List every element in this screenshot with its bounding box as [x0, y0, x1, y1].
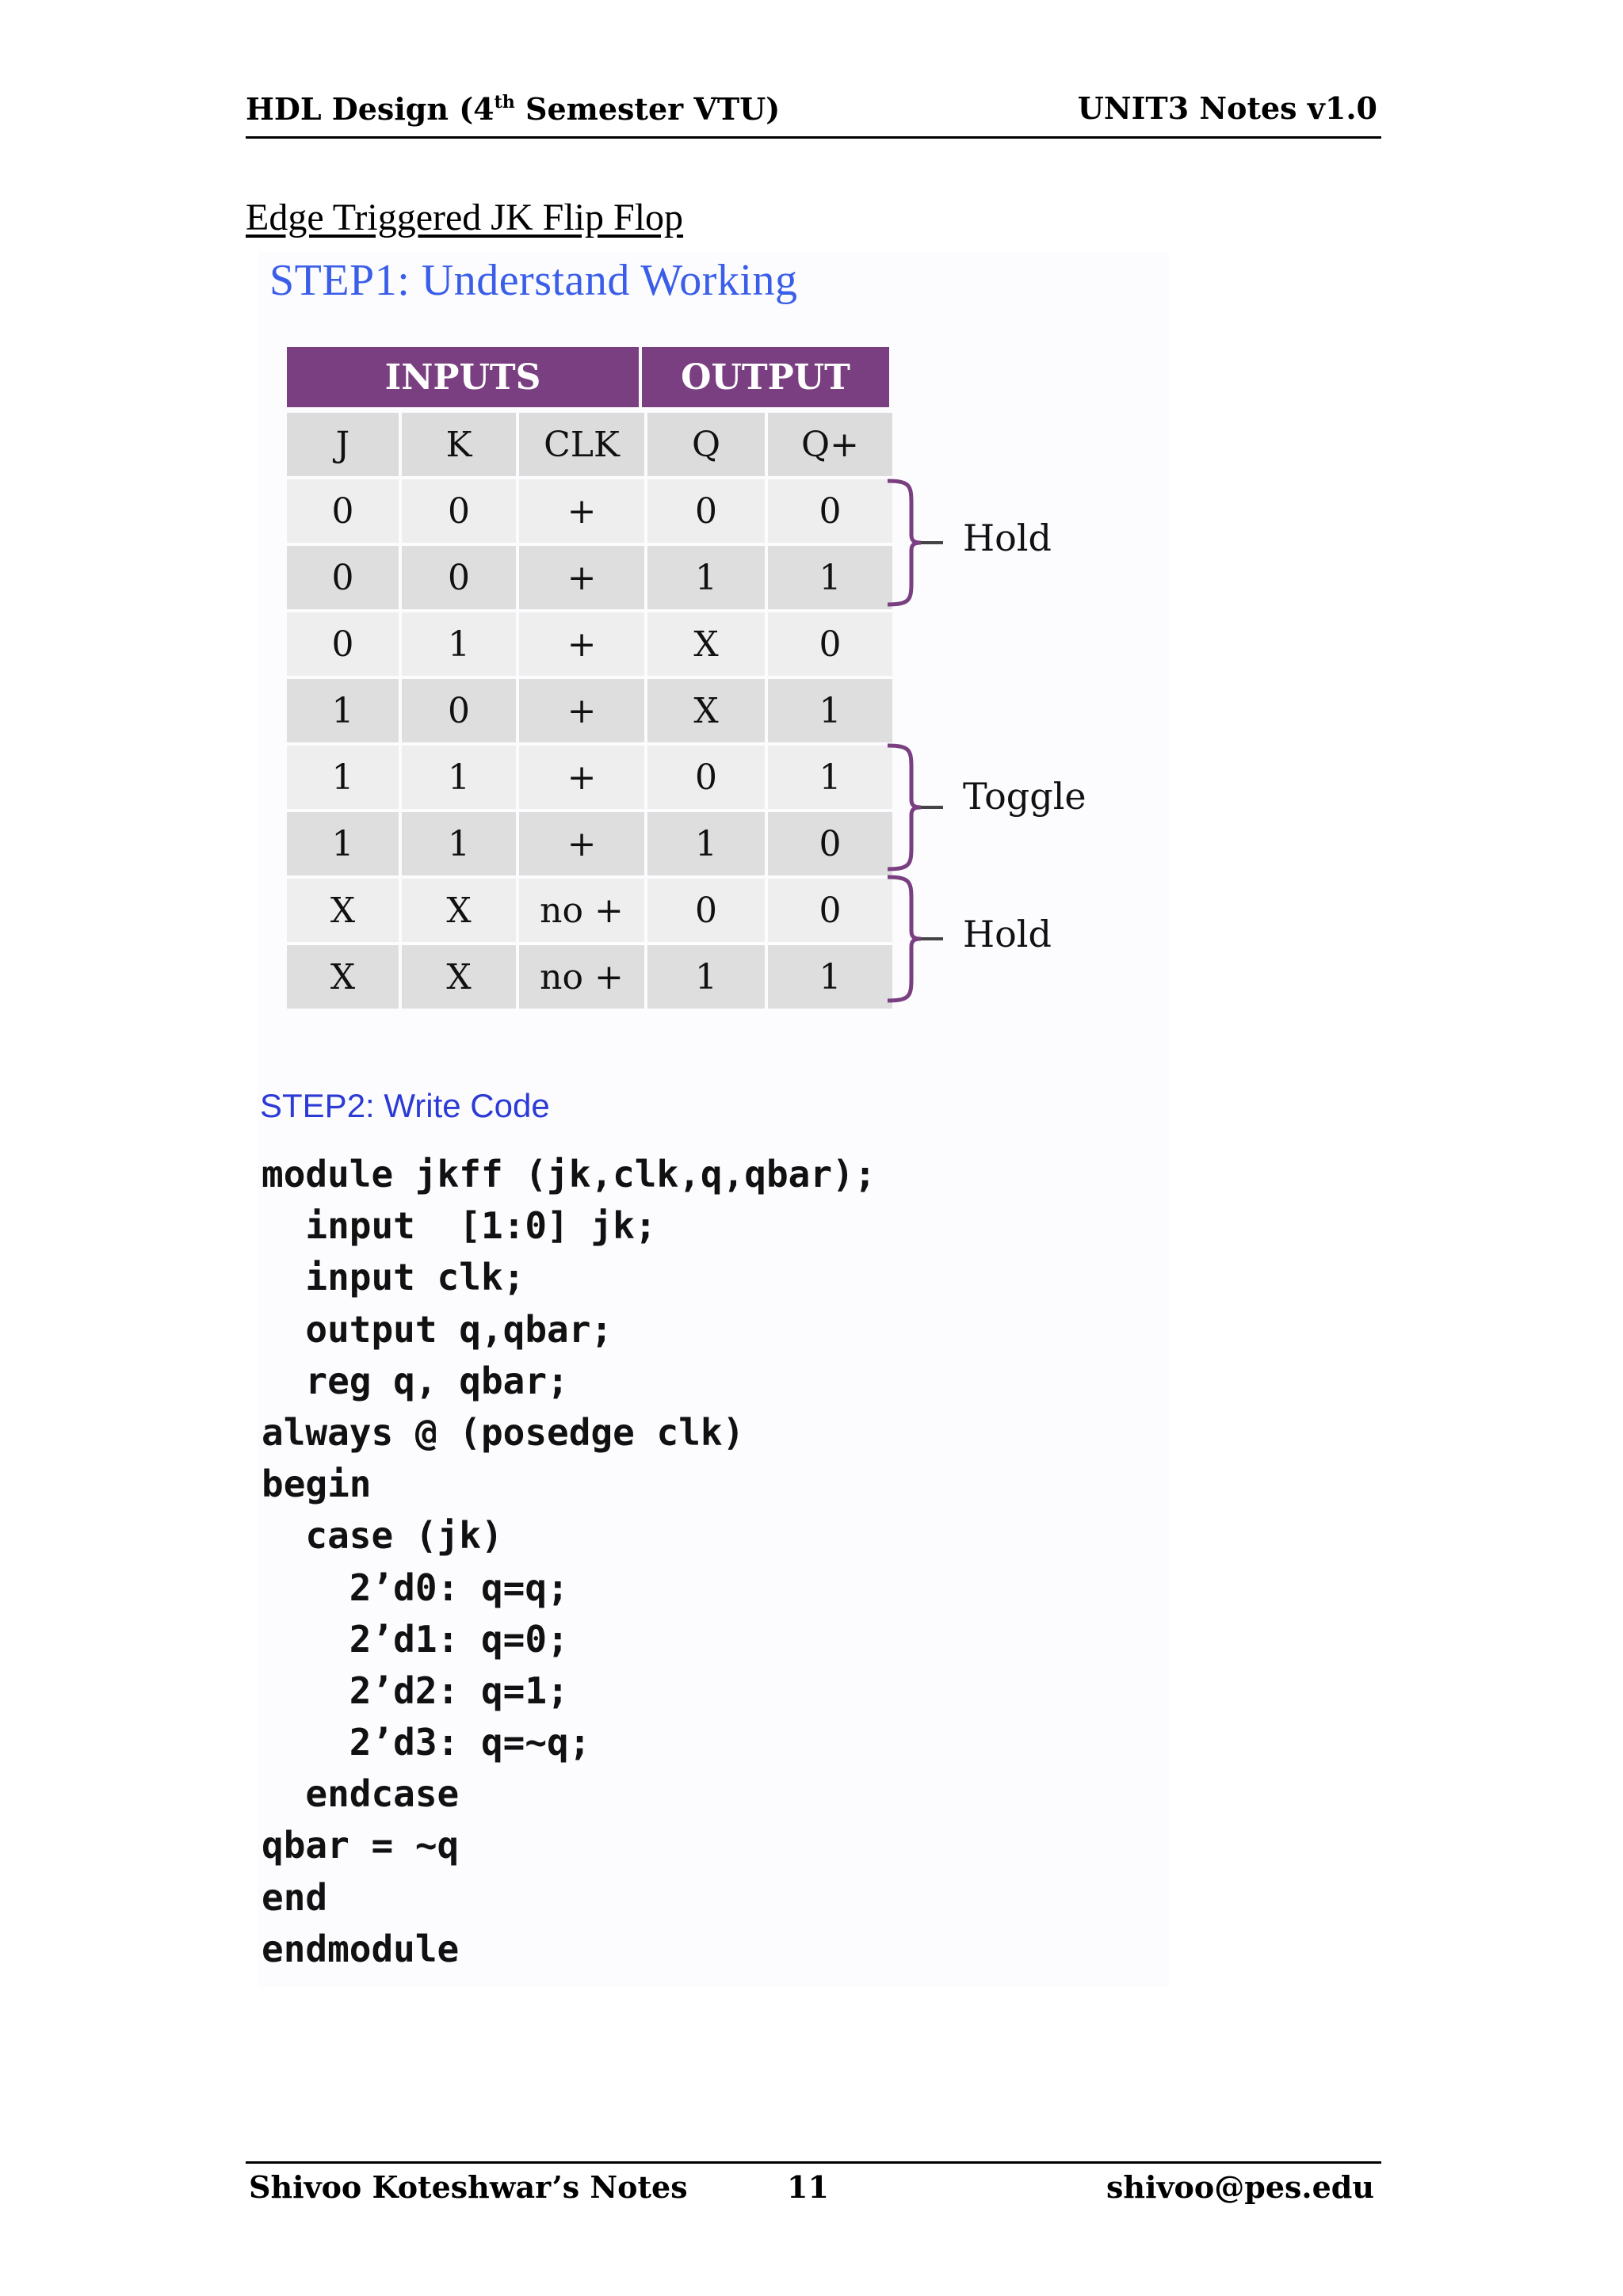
bracket-toggle [888, 744, 951, 871]
code-line: 2’d3: q=~q; [262, 1721, 591, 1764]
code-line: qbar = ~q [262, 1824, 460, 1867]
table-cell: 0 [647, 746, 765, 809]
table-cell: + [519, 679, 644, 742]
table-cell: no + [519, 945, 644, 1009]
page-title: Edge Triggered JK Flip Flop [246, 196, 684, 238]
table-cell: X [647, 679, 765, 742]
table-cell: 1 [402, 746, 516, 809]
table-cell: + [519, 546, 644, 609]
code-line: 2’d0: q=q; [262, 1566, 569, 1609]
table-column-header: Q+ [768, 413, 892, 476]
table-cell: 1 [647, 546, 765, 609]
step1-heading: STEP1: Understand Working [269, 256, 798, 305]
verilog-code-block [262, 1149, 876, 1975]
code-line: input clk; [262, 1256, 525, 1299]
table-cell: + [519, 479, 644, 543]
header-superscript: th [494, 92, 515, 113]
annotation-hold-2: Hold [963, 913, 1052, 955]
table-cell: 0 [647, 479, 765, 543]
footer-author: Shivoo Koteshwar’s Notes [249, 2169, 688, 2205]
code-line: case (jk) [262, 1514, 503, 1558]
table-cell: 0 [768, 612, 892, 676]
code-line: output q,qbar; [262, 1307, 613, 1351]
code-line: end [262, 1875, 328, 1919]
code-line: begin [262, 1463, 372, 1506]
annotation-hold-1: Hold [963, 517, 1052, 559]
header-course: HDL Design (4 [246, 91, 495, 127]
table-column-header: J [287, 413, 399, 476]
table-cell: X [402, 879, 516, 942]
header-left [246, 91, 781, 127]
code-line: endmodule [262, 1927, 460, 1970]
header-rule [246, 136, 1381, 139]
table-cell: 0 [287, 612, 399, 676]
table-cell: 0 [287, 479, 399, 543]
table-cell: no + [519, 879, 644, 942]
table-cell: + [519, 746, 644, 809]
table-cell: 0 [402, 679, 516, 742]
table-cell: X [287, 879, 399, 942]
bracket-hold-1 [888, 479, 951, 606]
code-line: always @ (posedge clk) [262, 1410, 745, 1454]
table-cell: 1 [402, 812, 516, 875]
table-cell: 1 [402, 612, 516, 676]
table-cell: 1 [287, 746, 399, 809]
table-cell: 1 [647, 945, 765, 1009]
code-line: 2’d2: q=1; [262, 1669, 569, 1712]
code-line: 2’d1: q=0; [262, 1617, 569, 1661]
table-cell: 0 [402, 479, 516, 543]
table-cell: 1 [768, 679, 892, 742]
header-semester: Semester VTU) [514, 91, 781, 127]
table-group-inputs: INPUTS [287, 347, 639, 407]
table-cell: 1 [768, 945, 892, 1009]
table-cell: 1 [768, 546, 892, 609]
table-cell: 1 [768, 746, 892, 809]
code-line: reg q, qbar; [262, 1359, 569, 1402]
bracket-hold-2 [888, 875, 951, 1002]
table-cell: X [647, 612, 765, 676]
table-cell: + [519, 812, 644, 875]
table-cell: 1 [287, 812, 399, 875]
code-line: module jkff (jk,clk,q,qbar); [262, 1153, 876, 1196]
table-grid [287, 413, 892, 1009]
header-right: UNIT3 Notes v1.0 [1077, 90, 1377, 126]
table-column-header: Q [647, 413, 765, 476]
table-column-header: K [402, 413, 516, 476]
table-cell: 0 [768, 879, 892, 942]
page-number: 11 [787, 2169, 829, 2205]
table-cell: 1 [647, 812, 765, 875]
table-cell: X [402, 945, 516, 1009]
code-line: endcase [262, 1772, 460, 1816]
table-cell: + [519, 612, 644, 676]
table-group-output: OUTPUT [642, 347, 889, 407]
table-cell: 1 [287, 679, 399, 742]
table-cell: 0 [768, 812, 892, 875]
annotation-toggle: Toggle [963, 775, 1086, 818]
footer-rule [246, 2161, 1381, 2164]
table-cell: X [287, 945, 399, 1009]
table-cell: 0 [768, 479, 892, 543]
table-cell: 0 [287, 546, 399, 609]
footer-email: shivoo@pes.edu [1106, 2169, 1374, 2205]
table-cell: 0 [647, 879, 765, 942]
step2-heading: STEP2: Write Code [260, 1087, 550, 1124]
table-column-header: CLK [519, 413, 644, 476]
code-line: input [1:0] jk; [262, 1204, 657, 1248]
table-cell: 0 [402, 546, 516, 609]
